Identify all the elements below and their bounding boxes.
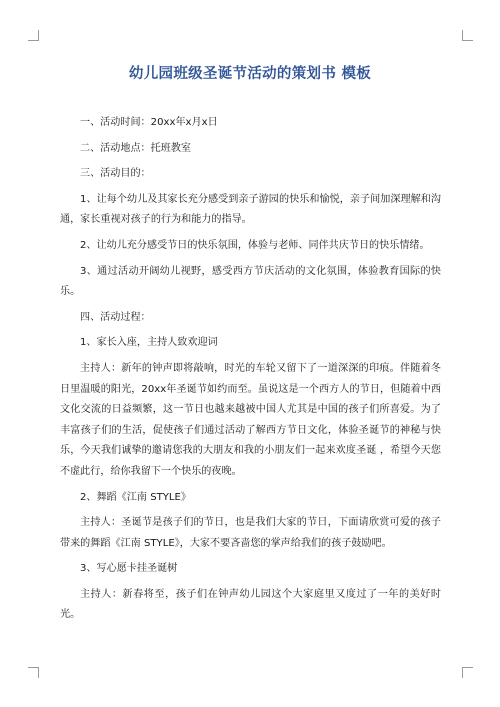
paragraph-process-heading: 四、活动过程： xyxy=(80,311,151,323)
paragraph-purpose-1: 1、让每个幼儿及其家长充分感受到亲子游园的快乐和愉悦，亲子间加深理解和沟通，家长重视对孩子的行为和能力的指导。 xyxy=(60,193,441,226)
paragraph-step-1: 1、家长入座，主持人致欢迎词 xyxy=(80,337,218,349)
crop-mark-bottom-right xyxy=(462,667,473,678)
paragraph-purpose-3: 3、通过活动开阔幼儿视野，感受西方节庆活动的文化氛围，体验教育国际的快乐。 xyxy=(60,265,441,298)
paragraph-host-welcome: 主持人：新年的钟声即将敲响，时光的车轮又留下了一道深深的印痕。伴随着冬日里温暖的阳光，20xx年圣诞节如约而至。虽说这是一个西方人的节日，但随着中西文化交流的日益频繁，这一节日也越来越被中国人尤其是中国的孩子们所喜爱。为了丰富孩子们的生活，促使孩子们通过活动了解西方节日文化，体验圣诞节的神秘与快乐，今天我们诚挚的邀请您我的大朋友和我的小朋友们一起来欢度圣诞 ，希望今天您不虚此行，给你我留下一个快乐的夜晚。 xyxy=(60,362,441,477)
document-title: 幼儿园班级圣诞节活动的策划书 模板 xyxy=(128,66,372,82)
crop-mark-top-left xyxy=(28,30,39,41)
paragraph-activity-time: 一、活动时间：20xx年x月x日 xyxy=(80,117,218,128)
paragraph-step-3: 3、写心愿卡挂圣诞树 xyxy=(80,563,178,575)
document-body xyxy=(60,113,441,631)
paragraph-activity-location: 二、活动地点：托班教室 xyxy=(80,142,192,154)
crop-mark-top-right xyxy=(462,30,473,41)
paragraph-host-wish: 主持人：新春将至，孩子们在钟声幼儿园这个大家庭里又度过了一年的美好时光。 xyxy=(60,588,441,621)
paragraph-host-dance: 主持人：圣诞节是孩子们的节日，也是我们大家的节日，下面请欣赏可爱的孩子带来的舞蹈《江南 STYLE》，大家不要吝啬您的掌声给我们的孩子鼓励吧。 xyxy=(60,517,441,549)
paragraph-activity-purpose-heading: 三、活动目的： xyxy=(80,168,151,180)
paragraph-step-2: 2、舞蹈《江南 STYLE》 xyxy=(80,491,192,503)
crop-mark-bottom-left xyxy=(28,667,39,678)
paragraph-purpose-2: 2、让幼儿充分感受节日的快乐氛围，体验与老师、同伴共庆节日的快乐情绪。 xyxy=(80,239,430,251)
